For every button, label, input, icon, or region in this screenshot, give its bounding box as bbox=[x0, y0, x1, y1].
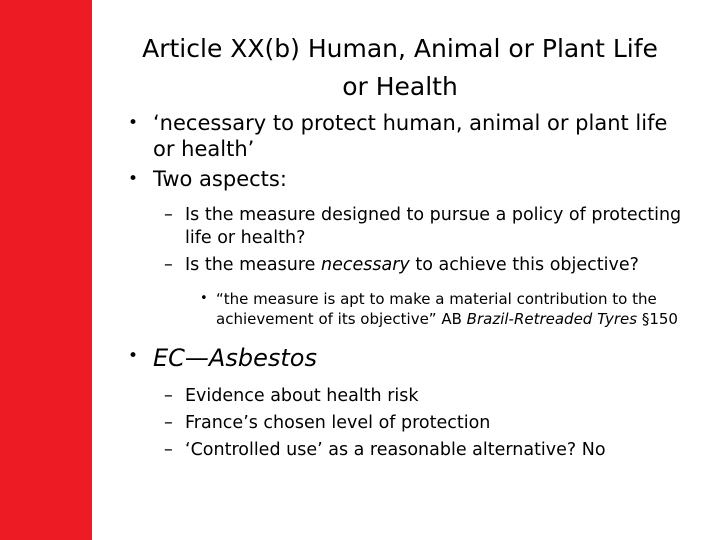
bullet-two-aspects bbox=[128, 166, 688, 192]
dash-icon: – bbox=[164, 205, 173, 225]
sub-bullet-text-before: Is the measure bbox=[185, 255, 322, 275]
slide-title-line-1: Article XX(b) Human, Animal or Plant Life bbox=[142, 34, 658, 63]
dash-icon: – bbox=[164, 413, 173, 433]
slide-body bbox=[128, 110, 688, 462]
quote-bullet-brazil-tyres bbox=[128, 289, 688, 329]
bullet-dot-icon: • bbox=[128, 169, 139, 189]
bullet-dot-icon: • bbox=[128, 346, 139, 366]
case-name-italic: Brazil-Retreaded Tyres bbox=[466, 310, 638, 328]
sub-bullet-text: Evidence about health risk bbox=[185, 386, 419, 406]
sub-bullet-policy bbox=[128, 204, 688, 250]
dash-icon: – bbox=[164, 440, 173, 460]
sub-bullet-text: France’s chosen level of protection bbox=[185, 413, 491, 433]
bullet-text: EC—Asbestos bbox=[153, 344, 317, 372]
sub-bullet-controlled-use bbox=[128, 439, 688, 462]
bullet-text: Two aspects: bbox=[153, 167, 287, 191]
slide-title bbox=[120, 30, 680, 106]
bullet-dot-icon: • bbox=[128, 113, 139, 133]
bullet-text: ‘necessary to protect human, animal or plant life or health’ bbox=[153, 111, 668, 161]
sub-bullet-evidence bbox=[128, 385, 688, 408]
quote-text-after: §150 bbox=[637, 310, 678, 328]
sub-bullet-text-after: to achieve this objective? bbox=[409, 255, 639, 275]
bullet-ec-asbestos bbox=[128, 343, 688, 373]
sub-bullet-necessary bbox=[128, 254, 688, 277]
sub-bullet-text: Is the measure designed to pursue a policy of protecting life or health? bbox=[185, 205, 682, 248]
accent-bar bbox=[0, 0, 92, 540]
bullet-dot-icon: • bbox=[200, 291, 208, 306]
dash-icon: – bbox=[164, 386, 173, 406]
bullet-necessary-quote bbox=[128, 110, 688, 162]
quote-text-before: “the measure is apt to make a material contribution to the achievement of its objective” AB bbox=[216, 290, 657, 328]
sub-bullet-text-italic: necessary bbox=[321, 255, 410, 275]
slide-title-line-2: or Health bbox=[342, 72, 458, 101]
sub-bullet-text: ‘Controlled use’ as a reasonable alternative? No bbox=[185, 440, 606, 460]
dash-icon: – bbox=[164, 255, 173, 275]
sub-bullet-france bbox=[128, 412, 688, 435]
